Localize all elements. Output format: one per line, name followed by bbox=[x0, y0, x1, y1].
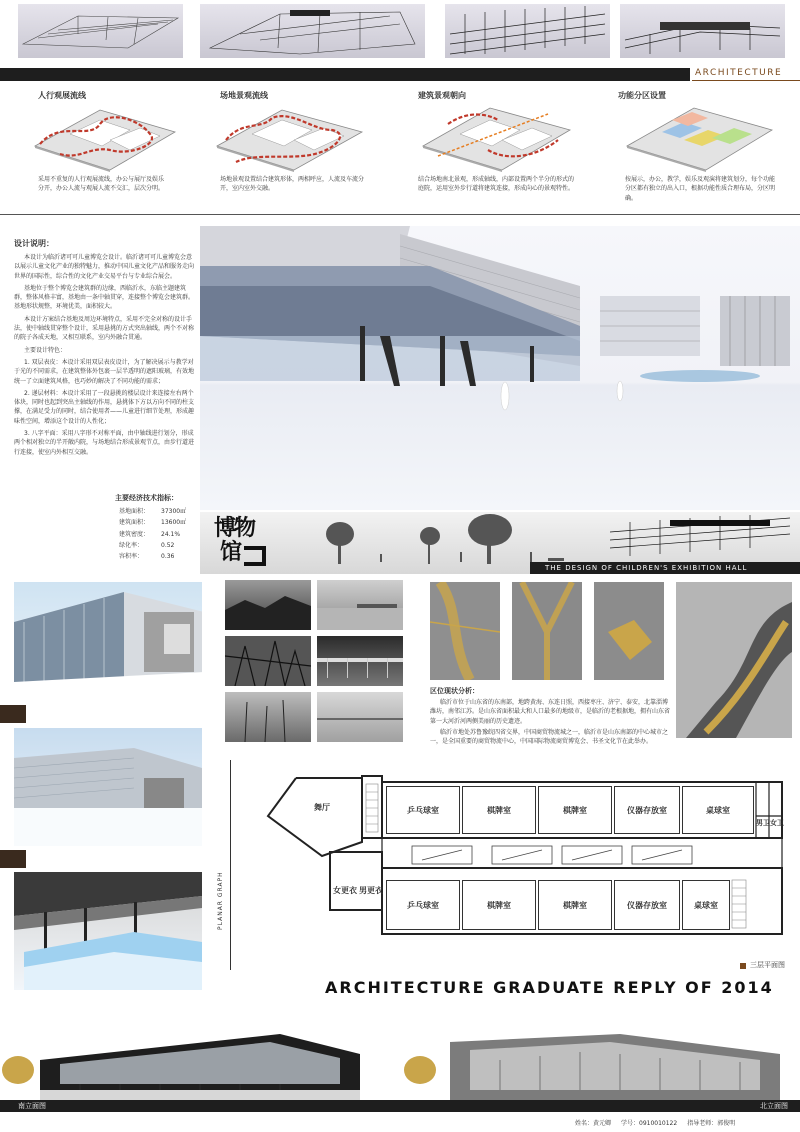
indicator-row bbox=[119, 541, 205, 550]
diagram-title-pedestrian: 人行观展流线 bbox=[38, 91, 86, 100]
sketch-image-3 bbox=[445, 4, 610, 58]
elevation-bar bbox=[0, 1100, 800, 1112]
design-paragraph: 本设计为临沂诸可可儿童博览会设计。临沂诸可可儿童博览会意以展示儿童文化产业的独特魅力，推动中国儿童文化产品和服务走向世界的国际性，综合性的文化产业交易平台与专业综合展会。 bbox=[14, 254, 195, 280]
location-map-4 bbox=[676, 582, 792, 738]
plan-legend-label: 三层平面图 bbox=[750, 961, 785, 969]
site-photo-6 bbox=[317, 692, 403, 742]
diagram-caption-landscape: 场地景观设置结合建筑形体，两相呼应，人流及车流分开，室内室外交融。 bbox=[220, 176, 365, 193]
room-male-change: 男更衣 bbox=[359, 885, 383, 895]
top-sketch-strip bbox=[0, 0, 800, 68]
room-chess-1-bottom: 棋牌室 bbox=[462, 880, 536, 930]
design-heading: 设计说明： bbox=[14, 239, 54, 248]
banner-subtitle: THE DESIGN OF CHILDREN'S EXHIBITION HALL bbox=[545, 564, 748, 572]
indicator-value: 37300㎡ bbox=[161, 508, 187, 515]
header-bar bbox=[0, 68, 690, 81]
rendering-interior bbox=[14, 872, 202, 990]
plan-vertical-line bbox=[230, 760, 231, 970]
main-title: ARCHITECTURE GRADUATE REPLY OF 2014 bbox=[325, 978, 774, 997]
footer bbox=[575, 1118, 735, 1127]
footer-advisor: 指导老师：郭俊明 bbox=[687, 1120, 736, 1127]
site-photo-2 bbox=[317, 580, 403, 630]
sketch-image-2 bbox=[200, 4, 425, 58]
diagram-orientation bbox=[418, 100, 576, 172]
site-photo-5 bbox=[225, 692, 311, 742]
site-photo-3 bbox=[225, 636, 311, 686]
room-billiard-top: 桌球室 bbox=[682, 786, 754, 834]
room-female-change: 女更衣 bbox=[333, 885, 357, 895]
header-brand: ARCHITECTURE bbox=[695, 68, 783, 78]
calligraphy-line-2: 馆 bbox=[220, 539, 243, 565]
room-chess-2-bottom: 棋牌室 bbox=[538, 880, 612, 930]
design-paragraph: 3. 八字平面：采用八字形不对称平面，由中轴线进行划分，形成两个相对独立的半开敞内院，与场地结合形成景观节点，由步行道进行连接，使室内外相互交融。 bbox=[14, 430, 195, 456]
diagram-caption-zoning: 按展示，办公，教学，娱乐及观演将建筑划分，每个功能分区都有独立的出入口，根据功能性质合理布局，分区明确。 bbox=[625, 176, 776, 202]
indicator-row bbox=[119, 518, 205, 527]
design-paragraph: 本设计方案结合基地及周边环境特点，采用不完全对称的设计手法，使中轴线贯穿整个设计，采用悬挑的方式突出轴线，两个不对称的院子各成天地，又相互联系，室内外融合贯通。 bbox=[14, 315, 195, 342]
indicator-row bbox=[119, 530, 205, 539]
indicator-label: 绿化率： bbox=[119, 541, 144, 549]
room-billiard-bottom: 桌球室 bbox=[682, 880, 730, 930]
indicator-label: 建筑面积： bbox=[119, 519, 150, 527]
rendering-exterior-2 bbox=[14, 728, 202, 846]
diagram-title-zoning: 功能分区设置 bbox=[618, 91, 666, 100]
footer-number: 学号：0910010122 bbox=[621, 1120, 678, 1127]
elevation-north-label: 北立面图 bbox=[760, 1102, 788, 1110]
indicator-label: 建筑密度： bbox=[119, 530, 150, 538]
plan-vertical-label: PLANAR GRAPH bbox=[217, 871, 224, 930]
diagram-pedestrian-flow bbox=[30, 100, 180, 172]
diagram-zoning bbox=[622, 100, 778, 172]
banner-sketch bbox=[610, 512, 790, 560]
accent-block-2 bbox=[0, 850, 26, 868]
indicator-row bbox=[119, 507, 205, 516]
room-storage-top: 仪器存放室 bbox=[614, 786, 680, 834]
calligraphy-title bbox=[214, 516, 272, 570]
room-pingpong-top: 乒乓球室 bbox=[386, 786, 460, 834]
site-paragraph: 临沂市位于山东省的东南部，地跨黄海、东连日照，西接枣庄、济宁、泰安，北靠淄博潍坊，南邻江苏。是山东省面积最大和人口最多的地级市，是临沂的老根据地，拥有山东省第一大河沂河两侧美丽的历史遗迹。 bbox=[430, 699, 671, 725]
room-dance-hall: 舞厅 bbox=[314, 802, 330, 812]
room-female-wc: 女卫 bbox=[770, 819, 784, 827]
economic-indicators bbox=[115, 493, 205, 561]
indicator-value: 0.52 bbox=[161, 541, 175, 549]
plan-legend-swatch bbox=[740, 963, 746, 969]
rendering-exterior-1 bbox=[14, 582, 202, 702]
indicator-value: 0.36 bbox=[161, 553, 175, 561]
site-analysis bbox=[430, 686, 670, 746]
room-male-wc: 男卫 bbox=[756, 819, 770, 827]
floor-plan bbox=[262, 772, 798, 962]
location-map-1 bbox=[430, 582, 500, 680]
header-rule bbox=[692, 80, 800, 81]
design-features-heading: 主要设计特色： bbox=[24, 346, 67, 354]
indicator-value: 13600㎡ bbox=[161, 519, 187, 527]
sketch-image-1 bbox=[18, 4, 183, 58]
calligraphy-line-1: 博物 bbox=[214, 515, 255, 541]
sketch-image-4 bbox=[620, 4, 785, 58]
indicator-label: 容积率： bbox=[119, 553, 144, 561]
indicators-title: 主要经济技术指标： bbox=[115, 494, 178, 502]
footer-name: 姓名：黄元卿 bbox=[575, 1120, 612, 1127]
site-photo-4 bbox=[317, 636, 403, 686]
indicator-row bbox=[119, 552, 205, 561]
site-photo-1 bbox=[225, 580, 311, 630]
indicator-label: 基地面积： bbox=[119, 508, 150, 515]
site-paragraph: 临沂市地处苏鲁豫皖四省交界，中国商贸物流城之一，临沂市是山东南部的中心城市之一，是全国重要的商贸物流中心，中国国际物流商贸博览会、书圣文化节在此举办。 bbox=[430, 728, 669, 746]
diagram-landscape-flow bbox=[212, 100, 367, 172]
design-paragraph: 1. 双层表皮：本设计采用双层表皮设计，为了解决展示与教学对于光的不同需求，在建筑整体外包裹一层半透明的遮阳玻璃，有效地统一了立面建筑风格，也巧妙的解决了不同功能的需求； bbox=[14, 358, 195, 385]
room-chess-1-top: 棋牌室 bbox=[462, 786, 536, 834]
accent-block-1 bbox=[0, 705, 26, 723]
room-chess-2-top: 棋牌室 bbox=[538, 786, 612, 834]
main-rendering bbox=[200, 226, 800, 510]
design-paragraph: 基地位于整个博览会建筑群的边缘，西临沂水，东临主题建筑群，整体风格丰富，基地由一条中轴贯穿，连接整个博览会建筑群。基地形状规整，环境优美，面积较大。 bbox=[14, 284, 195, 311]
section-divider bbox=[0, 214, 800, 215]
elevation-south-label: 南立面图 bbox=[18, 1102, 46, 1110]
diagram-title-landscape: 场地景观流线 bbox=[220, 91, 268, 100]
design-paragraph: 2. 递层材料：本设计采用了一段悬挑的楼层设计来连接左右两个体块，同时也起到突出主轴线的作用，悬挑体下方以方向不同的柱支撑，在满足受力的同时，结合使用者——儿童进行细节处理，形成趣味性空间，增添这个设计的人性化； bbox=[14, 389, 195, 425]
location-map-3 bbox=[594, 582, 664, 680]
site-heading: 区位现状分析： bbox=[430, 687, 479, 695]
room-storage-bottom: 仪器存放室 bbox=[614, 880, 680, 930]
location-map-2 bbox=[512, 582, 582, 680]
diagram-caption-orientation: 结合场地南北景观，形成轴线，内部设置两个半分的形式的庭院，运用室外步行道将建筑连接，形成向心的景观特性。 bbox=[418, 176, 575, 193]
room-pingpong-bottom: 乒乓球室 bbox=[386, 880, 460, 930]
banner bbox=[200, 512, 800, 574]
design-description bbox=[14, 238, 196, 457]
diagram-title-orientation: 建筑景观朝向 bbox=[418, 91, 466, 100]
indicator-value: 24.1% bbox=[161, 530, 181, 538]
calligraphy-mark bbox=[244, 546, 266, 566]
diagram-caption-pedestrian: 采用不重复的人行观展流线，办公与展厅及娱乐分开，办公人流与观展人流不交汇，层次分明。 bbox=[38, 176, 165, 193]
